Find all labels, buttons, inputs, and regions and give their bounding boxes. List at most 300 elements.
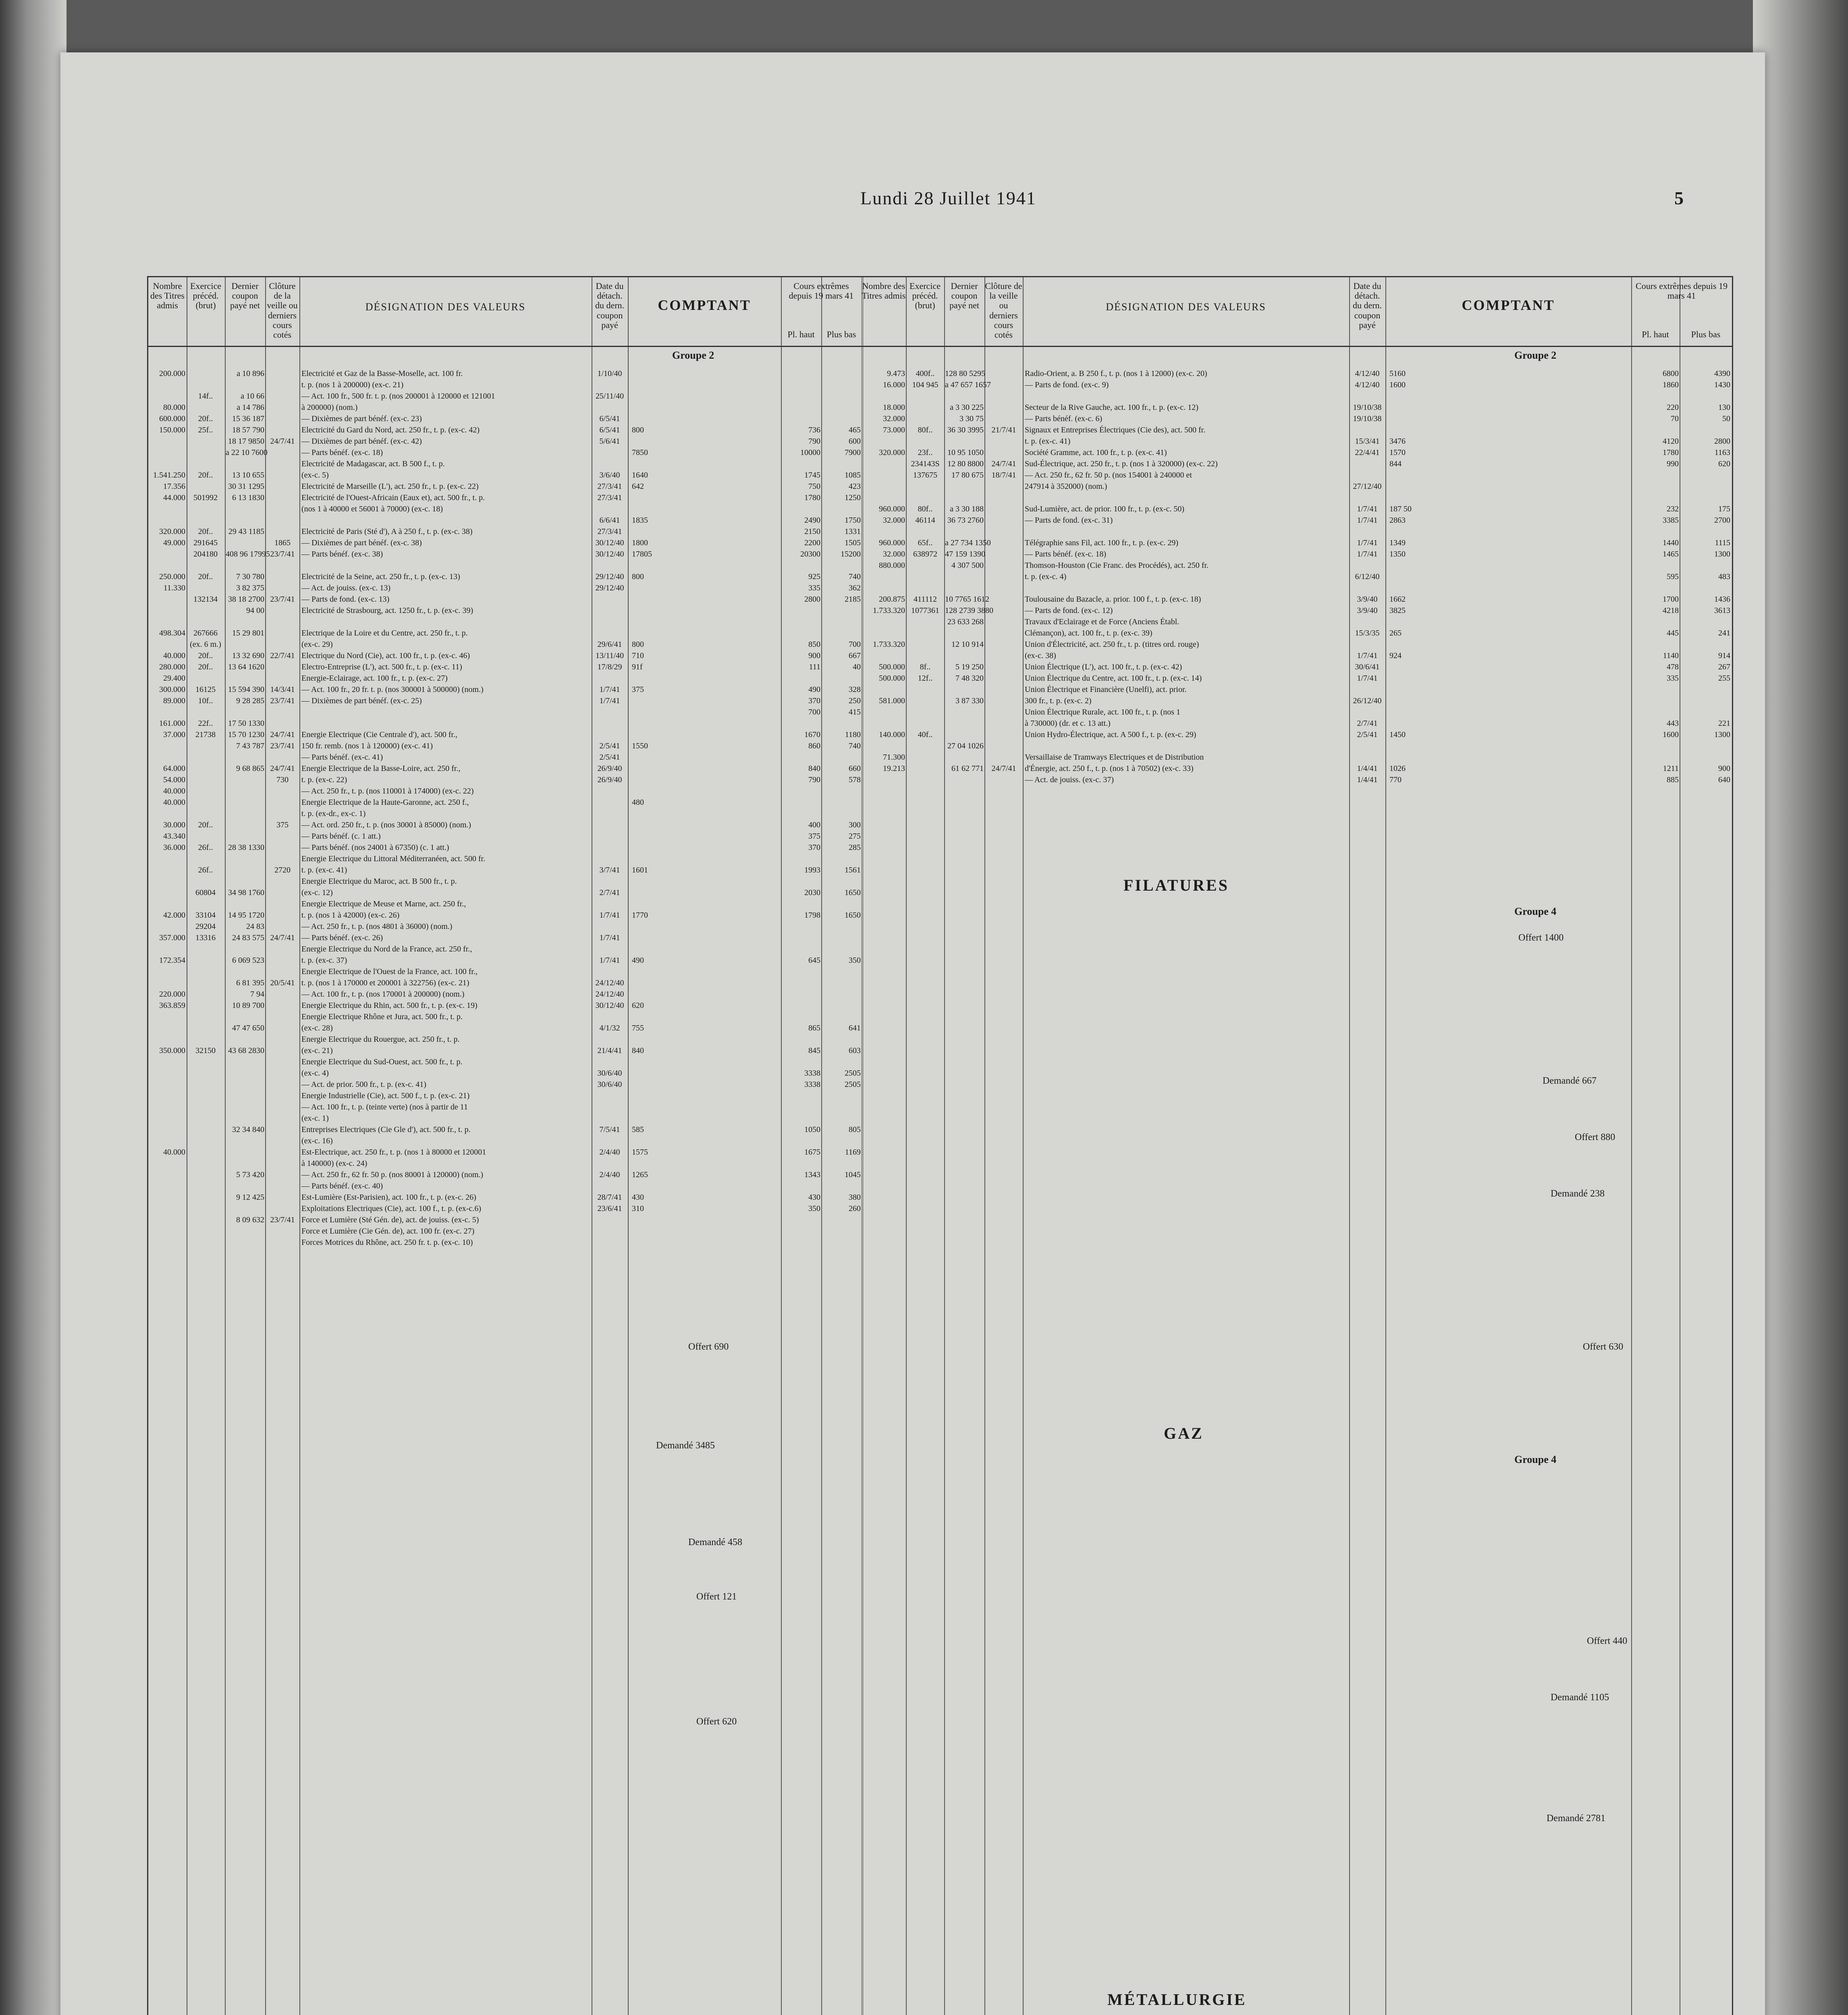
cell-des: — Act. 250 fr., 62 fr. 50 p. (nos 80001 à 120000) (nom.) (301, 1170, 484, 1179)
cell-dt: 17/8/29 (597, 663, 622, 671)
cell-dt: 30/6/41 (1355, 663, 1380, 671)
cell-b: 267 (1718, 663, 1730, 671)
cell-n: 357.000 (159, 933, 185, 942)
cell-ex: 132134 (193, 595, 218, 604)
cell-des: Union Électrique (L'), act. 100 fr., t. p. (ex-c. 42) (1025, 663, 1182, 671)
cell-des: — Parts de fond. (ex-c. 12) (1025, 606, 1113, 615)
cell-des: Electro-Entreprise (L'), act. 500 fr., t. p. (ex-c. 11) (301, 663, 462, 671)
cell-b: 1169 (845, 1148, 861, 1157)
cell-c1: 770 (1389, 775, 1402, 784)
cell-ex: 40f.. (918, 730, 933, 739)
cell-ex: 137675 (913, 471, 937, 480)
table-row (148, 684, 1732, 695)
cell-cp: a 3 30 225 (950, 403, 984, 412)
cell-dt: 2/7/41 (599, 888, 620, 897)
cell-c1: 1601 (632, 866, 648, 875)
table-row (148, 695, 1732, 706)
cell-cp: 6 13 1830 (232, 493, 264, 502)
cell-h: 3338 (804, 1069, 820, 1078)
page-date: Lundi 28 Juillet 1941 (860, 188, 1036, 208)
cell-ex: 267666 (193, 629, 218, 638)
cell-ex: 26f.. (198, 843, 213, 852)
cell-dt: 29/12/40 (595, 584, 624, 592)
cell-b: 914 (1718, 651, 1730, 660)
cell-n: 40.000 (163, 1148, 185, 1157)
cell-b: 660 (849, 764, 861, 773)
cell-b: 700 (849, 640, 861, 649)
cell-h: 443 (1667, 719, 1679, 728)
cell-cp: 24 83 575 (232, 933, 264, 942)
cell-des: (nos 1 à 40000 et 56001 à 70000) (ex-c. 18) (301, 505, 443, 513)
table-row (148, 627, 1732, 639)
cell-des: Est-Electrique, act. 250 fr., t. p. (nos 1 à 80000 et 120001 (301, 1148, 486, 1157)
cell-h: 850 (808, 640, 820, 649)
cell-dt: 19/10/38 (1353, 403, 1382, 412)
cell-n: 220.000 (159, 990, 185, 999)
cell-c1: 1570 (1389, 448, 1406, 457)
cell-b: 415 (849, 708, 861, 717)
table-row (148, 515, 1732, 526)
cell-des: Electricité de l'Ouest-Africain (Eaux et), act. 500 fr., t. p. (301, 493, 485, 502)
cell-cl: 24/7/41 (991, 459, 1016, 468)
market-note: Offert 880 (1575, 1132, 1615, 1143)
header-cours-extremes-right: Cours extrêmes depuis 19 mars 41 (1636, 281, 1728, 301)
market-note: Offert 440 (1587, 1636, 1628, 1646)
cell-h: 10000 (800, 448, 820, 457)
cell-h: 860 (808, 742, 820, 750)
table-row (148, 616, 1732, 627)
cell-b: 1430 (1714, 380, 1730, 389)
cell-ex: 13316 (195, 933, 216, 942)
cell-des: — Dixièmes de part bénéf. (ex-c. 23) (301, 414, 422, 423)
cell-h: 1780 (1663, 448, 1679, 457)
cell-cp: 28 38 1330 (228, 843, 264, 852)
cell-b: 50 (1722, 414, 1730, 423)
group-label: Groupe 4 (1514, 906, 1557, 917)
cell-ex: 204180 (193, 550, 218, 559)
cell-des: 300 fr., t. p. (ex-c. 2) (1025, 696, 1092, 705)
cell-h: 2800 (804, 595, 820, 604)
cell-des: Electricité de Paris (Sté d'), A à 250 f., t. p. (ex-c. 38) (301, 527, 473, 536)
cell-cp: 34 98 1760 (228, 888, 264, 897)
cell-h: 490 (808, 685, 820, 694)
cell-dt: 30/6/40 (597, 1080, 622, 1089)
cell-c1: 1575 (632, 1148, 648, 1157)
stock-quotation-table (147, 276, 1733, 2015)
cell-b: 1331 (845, 527, 861, 536)
cell-cp: 36 30 3995 (947, 426, 984, 434)
cell-n: 49.000 (163, 538, 185, 547)
cell-b: 1300 (1714, 730, 1730, 739)
cell-des: — Act. 100 fr., 500 fr. t. p. (nos 200001 à 120000 et 121001 (301, 392, 495, 401)
table-row (148, 989, 1732, 1000)
cell-des: Energie-Eclairage, act. 100 fr., t. p. (ex-c. 27) (301, 674, 448, 683)
table-row (148, 1214, 1732, 1226)
cell-cp: 10 95 1050 (947, 448, 984, 457)
cell-c1: 7850 (632, 448, 648, 457)
table-row (148, 526, 1732, 537)
group-label: Groupe 4 (1514, 1454, 1557, 1465)
cell-b: 300 (849, 821, 861, 829)
cell-des: — Parts bénéf. (ex-c. 38) (301, 550, 383, 559)
cell-n: 200.875 (879, 595, 905, 604)
cell-cp: 7 43 787 (236, 742, 264, 750)
cell-cl: 20/5/41 (270, 978, 295, 987)
market-note: Demandé 238 (1551, 1188, 1605, 1199)
table-row (148, 910, 1732, 921)
cell-b: 640 (1718, 775, 1730, 784)
cell-h: 900 (808, 651, 820, 660)
cell-cp: 47 159 1390 (945, 550, 985, 559)
cell-cp: 9 68 865 (236, 764, 264, 773)
header-cours-extremes: Cours extrêmes depuis 19 mars 41 (789, 281, 854, 301)
cell-des: à 730000) (dr. et c. 13 att.) (1025, 719, 1111, 728)
cell-b: 603 (849, 1046, 861, 1055)
cell-dt: 21/4/41 (597, 1046, 622, 1055)
cell-ex: 25f.. (198, 426, 213, 434)
cell-n: 36.000 (163, 843, 185, 852)
table-row (148, 808, 1732, 819)
market-note: Demandé 2781 (1547, 1813, 1605, 1824)
cell-ex: (ex. 6 m.) (190, 640, 221, 649)
cell-h: 6800 (1663, 369, 1679, 378)
table-row (148, 842, 1732, 853)
page-stack-right (1753, 0, 1848, 2015)
cell-cp: 6 81 395 (236, 978, 264, 987)
market-note: Demandé 667 (1543, 1076, 1597, 1086)
cell-ex: 1077361 (911, 606, 939, 615)
cell-des: Energie Electrique du Rouergue, act. 250 fr., t. p. (301, 1035, 460, 1044)
cell-cp: 6 069 523 (232, 956, 264, 965)
cell-cl: 18/7/41 (991, 471, 1016, 480)
cell-cp: 7 94 (250, 990, 264, 999)
cell-ex: 411112 (914, 595, 937, 604)
table-row (148, 605, 1732, 616)
header-comptant-right: COMPTANT (1462, 297, 1555, 313)
table-row (148, 853, 1732, 864)
cell-dt: 2/5/41 (1357, 730, 1378, 739)
cell-h: 1140 (1663, 651, 1679, 660)
cell-cl: 23/7/41 (270, 696, 295, 705)
table-header (148, 277, 1732, 347)
cell-ex: 80f.. (918, 426, 933, 434)
cell-ex: 16125 (195, 685, 216, 694)
cell-cp: 10 7765 1612 (945, 595, 989, 604)
cell-dt: 4/12/40 (1355, 380, 1380, 389)
cell-dt: 2/5/41 (599, 753, 620, 762)
cell-ex: 12f.. (918, 674, 933, 683)
cell-h: 370 (808, 843, 820, 852)
cell-ex: 10f.. (198, 696, 213, 705)
cell-b: 328 (849, 685, 861, 694)
cell-n: 1.733.320 (873, 640, 905, 649)
cell-h: 840 (808, 764, 820, 773)
cell-des: Energie Electrique Rhône et Jura, act. 500 fr., t. p. (301, 1012, 463, 1021)
cell-cl: 24/7/41 (270, 933, 295, 942)
cell-des: (ex-c. 29) (301, 640, 333, 649)
cell-dt: 13/11/40 (595, 651, 624, 660)
cell-des: Forces Motrices du Rhône, act. 250 fr. t. p. (ex-c. 10) (301, 1238, 473, 1247)
cell-des: Electricité de Madagascar, act. B 500 f., t. p. (301, 459, 445, 468)
cell-cp: 15 594 390 (228, 685, 264, 694)
cell-h: 990 (1667, 459, 1679, 468)
table-row (148, 1192, 1732, 1203)
cell-n: 30.000 (163, 821, 185, 829)
cell-c1: 1265 (632, 1170, 648, 1179)
cell-des: Est-Lumière (Est-Parisien), act. 100 fr., t. p. (ex-c. 26) (301, 1193, 476, 1202)
cell-ex: 21738 (195, 730, 216, 739)
cell-des: Versaillaise de Tramways Electriques et de Distribution (1025, 753, 1204, 762)
cell-dt: 1/7/41 (1357, 538, 1378, 547)
cell-b: 1300 (1714, 550, 1730, 559)
cell-cp: 7 30 780 (236, 572, 264, 581)
cell-des: (ex-c. 28) (301, 1024, 333, 1032)
cell-des: t. p. (ex-c. 4) (1025, 572, 1067, 581)
cell-h: 1050 (804, 1125, 820, 1134)
cell-n: 32.000 (883, 414, 905, 423)
header-pl-haut-right: Pl. haut (1642, 329, 1669, 339)
cell-ex: 14f.. (198, 392, 213, 401)
cell-b: 130 (1718, 403, 1730, 412)
cell-c1: 800 (632, 426, 644, 434)
cell-b: 4390 (1714, 369, 1730, 378)
table-row (148, 898, 1732, 910)
cell-b: 1085 (845, 471, 861, 480)
cell-dt: 23/6/41 (597, 1204, 622, 1213)
cell-b: 221 (1718, 719, 1730, 728)
cell-des: — Act. de jouiss. (ex-c. 13) (301, 584, 391, 592)
cell-cp: 38 18 2700 (228, 595, 264, 604)
cell-des: Société Gramme, act. 100 fr., t. p. (ex-c. 41) (1025, 448, 1167, 457)
cell-b: 2185 (845, 595, 861, 604)
table-row (148, 1203, 1732, 1214)
cell-n: 1.541.250 (153, 471, 185, 480)
market-note: Offert 121 (696, 1591, 737, 1602)
cell-n: 64.000 (163, 764, 185, 773)
cell-c1: 3476 (1389, 437, 1406, 446)
table-row (148, 752, 1732, 763)
cell-b: 3613 (1714, 606, 1730, 615)
cell-cl: 22/7/41 (270, 651, 295, 660)
cell-dt: 30/6/40 (597, 1069, 622, 1078)
cell-cp: a 47 657 1657 (945, 380, 991, 389)
cell-des: t. p. (ex-dr., ex-c. 1) (301, 809, 366, 818)
cell-n: 54.000 (163, 775, 185, 784)
cell-dt: 27/12/40 (1353, 482, 1382, 491)
cell-des: — Parts bénéf. (c. 1 att.) (301, 832, 381, 841)
cell-n: 320.000 (879, 448, 905, 457)
cell-des: Energie Industrielle (Cie), act. 500 f., t. p. (ex-c. 21) (301, 1091, 470, 1100)
cell-des: Union Hydro-Électrique, act. A 500 f., t. p. (ex-c. 29) (1025, 730, 1196, 739)
table-row (148, 413, 1732, 424)
group-label: Groupe 2 (1514, 349, 1557, 361)
cell-des: Electricité du Gard du Nord, act. 250 fr., t. p. (ex-c. 42) (301, 426, 480, 434)
cell-ex: 46114 (915, 516, 935, 525)
cell-n: 150.000 (159, 426, 185, 434)
cell-cp: a 14 786 (237, 403, 264, 412)
cell-n: 18.000 (883, 403, 905, 412)
cell-h: 750 (808, 482, 820, 491)
table-row (148, 1237, 1732, 1248)
cell-des: — Act. ord. 250 fr., t. p. (nos 30001 à 85000) (nom.) (301, 821, 471, 829)
table-row (148, 639, 1732, 650)
cell-n: 40.000 (163, 787, 185, 796)
cell-h: 645 (808, 956, 820, 965)
table-row (148, 763, 1732, 774)
cell-c1: 840 (632, 1046, 644, 1055)
cell-ex: 291645 (193, 538, 218, 547)
cell-n: 32.000 (883, 516, 905, 525)
cell-n: 42.000 (163, 911, 185, 920)
cell-dt: 22/4/41 (1355, 448, 1380, 457)
cell-b: 1561 (845, 866, 861, 875)
header-coupon: Dernier coupon payé net (230, 281, 260, 311)
cell-des: Energie Electrique du Nord de la France, act. 250 fr., (301, 945, 472, 953)
cell-ex: 32150 (195, 1046, 216, 1055)
cell-des: — Act. 250 fr., t. p. (nos 4801 à 36000) (nom.) (301, 922, 453, 931)
cell-c1: 800 (632, 640, 644, 649)
cell-c1: 5160 (1389, 369, 1406, 378)
cell-c1: 17805 (632, 550, 652, 559)
cell-des: Exploitations Electriques (Cie), act. 100 f., t. p. (ex-c.6) (301, 1204, 481, 1213)
cell-ex: 60804 (195, 888, 216, 897)
cell-c1: 187 50 (1389, 505, 1412, 513)
cell-b: 1505 (845, 538, 861, 547)
cell-b: 805 (849, 1125, 861, 1134)
cell-des: Signaux et Entreprises Électriques (Cie des), act. 500 fr. (1025, 426, 1206, 434)
cell-b: 1650 (845, 888, 861, 897)
table-row (148, 1079, 1732, 1090)
cell-des: Electricité et Gaz de la Basse-Moselle, act. 100 fr. (301, 369, 463, 378)
cell-des: Energie Electrique de la Haute-Garonne, act. 250 f., (301, 798, 469, 807)
cell-des: Secteur de la Rive Gauche, act. 100 fr., t. p. (ex-c. 12) (1025, 403, 1198, 412)
cell-b: 15200 (841, 550, 861, 559)
cell-h: 111 (809, 663, 820, 671)
cell-b: 578 (849, 775, 861, 784)
cell-cp: 3 87 330 (955, 696, 984, 705)
cell-des: Electricité de Strasbourg, act. 1250 fr., t. p. (ex-c. 39) (301, 606, 473, 615)
cell-des: Force et Lumière (Cie Gén. de), act. 100 fr. (ex-c. 27) (301, 1227, 475, 1236)
cell-cp: 5 19 250 (955, 663, 984, 671)
cell-cp: 27 04 1026 (947, 742, 984, 750)
market-note: Offert 690 (688, 1342, 729, 1352)
cell-cp: a 10 896 (237, 369, 264, 378)
table-row (148, 1045, 1732, 1056)
cell-des: — Parts de fond. (ex-c. 9) (1025, 380, 1109, 389)
cell-b: 2505 (845, 1080, 861, 1089)
cell-cp: 7 48 320 (955, 674, 984, 683)
cell-c1: 1800 (632, 538, 648, 547)
cell-dt: 1/7/41 (1357, 651, 1378, 660)
cell-cp: 128 80 5295 (945, 369, 985, 378)
cell-c1: 375 (632, 685, 644, 694)
page-number: 5 (1674, 188, 1684, 208)
cell-b: 350 (849, 956, 861, 965)
cell-dt: 5/6/41 (599, 437, 620, 446)
header-coupon-right: Dernier coupon payé net (949, 281, 979, 311)
cell-cp: 14 95 1720 (228, 911, 264, 920)
cell-b: 7900 (845, 448, 861, 457)
cell-cp: 94 00 (246, 606, 264, 615)
cell-n: 71.300 (883, 753, 905, 762)
cell-des: — Parts bénéf. (ex-c. 18) (1025, 550, 1107, 559)
cell-des: t. p. (ex-c. 37) (301, 956, 347, 965)
cell-cp: a 3 30 188 (950, 505, 984, 513)
cell-dt: 27/3/41 (597, 527, 622, 536)
cell-n: 19.213 (883, 764, 905, 773)
cell-n: 300.000 (159, 685, 185, 694)
cell-des: Energie Electrique de l'Ouest de la France, act. 100 fr., (301, 967, 478, 976)
cell-des: (ex-c. 1) (301, 1114, 329, 1123)
cell-ex: 26f.. (198, 866, 213, 875)
cell-cp: 17 80 675 (951, 471, 984, 480)
cell-b: 175 (1718, 505, 1730, 513)
cell-cl: 24/7/41 (270, 437, 295, 446)
cell-cp: 13 10 655 (232, 471, 264, 480)
table-row (148, 955, 1732, 966)
cell-h: 220 (1667, 403, 1679, 412)
cell-des: Force et Lumière (Sté Gén. de), act. de jouiss. (ex-c. 5) (301, 1215, 479, 1224)
cell-des: Energie Electrique du Littoral Méditerranéen, act. 500 fr. (301, 854, 486, 863)
table-row (148, 1101, 1732, 1113)
cell-des: Sud-Électrique, act. 250 fr., t. p. (nos 1 à 320000) (ex-c. 22) (1025, 459, 1218, 468)
cell-dt: 1/7/41 (599, 696, 620, 705)
cell-b: 641 (849, 1024, 861, 1032)
cell-des: Energie Electrique du Maroc, act. B 500 fr., t. p. (301, 877, 457, 886)
cell-cp: 47 47 650 (232, 1024, 264, 1032)
header-designation: DÉSIGNATION DES VALEURS (365, 301, 526, 313)
table-row (148, 1169, 1732, 1180)
cell-cl: 2720 (274, 866, 291, 875)
cell-des: t. p. (ex-c. 41) (1025, 437, 1071, 446)
cell-des: (ex-c. 5) (301, 471, 329, 480)
cell-cp: 4 307 500 (951, 561, 984, 570)
market-note: Offert 1400 (1518, 933, 1564, 943)
cell-b: 1115 (1715, 538, 1730, 547)
cell-n: 17.356 (163, 482, 185, 491)
cell-dt: 27/3/41 (597, 493, 622, 502)
table-row (148, 673, 1732, 684)
cell-h: 478 (1667, 663, 1679, 671)
table-row (148, 876, 1732, 887)
cell-dt: 1/7/41 (599, 685, 620, 694)
section-title-metallurgie: MÉTALLURGIE (1107, 1990, 1247, 2009)
cell-n: 89.000 (163, 696, 185, 705)
cell-des: Travaux d'Eclairage et de Force (Anciens Établ. (1025, 617, 1179, 626)
cell-cl: 21/7/41 (991, 426, 1016, 434)
cell-dt: 1/7/41 (599, 933, 620, 942)
cell-b: 740 (849, 572, 861, 581)
cell-ex: 501992 (193, 493, 218, 502)
header-titres-right: Nombre des Titres admis (862, 281, 906, 301)
cell-cl: 24/7/41 (270, 730, 295, 739)
cell-cp: 12 10 914 (951, 640, 984, 649)
cell-dt: 6/5/41 (599, 414, 620, 423)
cell-dt: 4/12/40 (1355, 369, 1380, 378)
table-row (148, 740, 1732, 752)
cell-des: Electricité de Marseille (L'), act. 250 fr., t. p. (ex-c. 22) (301, 482, 479, 491)
cell-des: (ex-c. 21) (301, 1046, 333, 1055)
cell-dt: 26/9/40 (597, 775, 622, 784)
cell-dt: 26/12/40 (1353, 696, 1382, 705)
header-cloture-right: Clôture de la veille ou derniers cours cotés (985, 281, 1022, 340)
cell-dt: 24/12/40 (595, 978, 624, 987)
cell-des: — Parts bénéf. (nos 24001 à 67350) (c. 1 att.) (301, 843, 449, 852)
cell-n: 9.473 (887, 369, 905, 378)
cell-des: t. p. (ex-c. 22) (301, 775, 347, 784)
cell-h: 885 (1667, 775, 1679, 784)
cell-dt: 24/12/40 (595, 990, 624, 999)
